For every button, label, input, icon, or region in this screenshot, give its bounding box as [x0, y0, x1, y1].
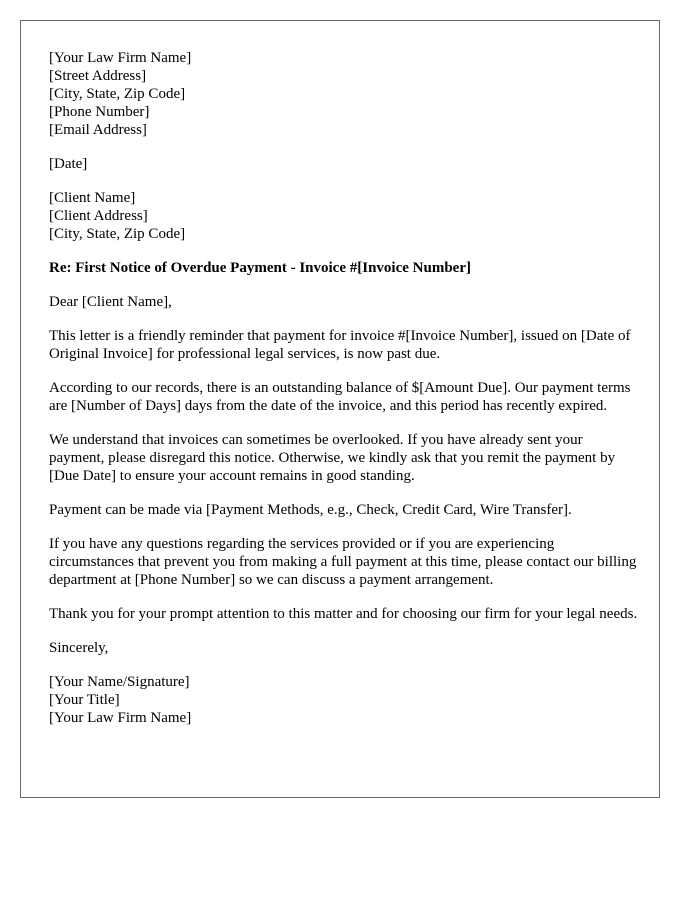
- paragraph-payment-methods: Payment can be made via [Payment Methods, e.g., Check, Credit Card, Wire Transfer].: [49, 502, 572, 518]
- signature-block: [49, 673, 639, 727]
- closing: Sincerely,: [49, 640, 109, 656]
- sender-street-address: [Street Address]: [49, 68, 147, 84]
- signature-title: [Your Title]: [49, 692, 120, 708]
- paragraph-balance: According to our records, there is an outstanding balance of $[Amount Due]. Our payment terms are [Number of Days] days from the date of the invoice, and this period has recently expired.: [49, 380, 631, 414]
- sender-address-block: [49, 49, 639, 139]
- letter-date: [Date]: [49, 156, 88, 172]
- recipient-name: [Client Name]: [49, 190, 136, 206]
- sender-phone: [Phone Number]: [49, 104, 150, 120]
- recipient-address: [Client Address]: [49, 208, 148, 224]
- recipient-address-block: [49, 189, 639, 243]
- letter-body: [49, 49, 639, 727]
- sender-email: [Email Address]: [49, 122, 147, 138]
- recipient-city-state-zip: [City, State, Zip Code]: [49, 226, 186, 242]
- letter-frame: [20, 20, 660, 798]
- paragraph-reminder: This letter is a friendly reminder that payment for invoice #[Invoice Number], issued on [Date of Original Invoice] for professional legal services, is now past due.: [49, 328, 631, 362]
- signature-name: [Your Name/Signature]: [49, 674, 190, 690]
- sender-city-state-zip: [City, State, Zip Code]: [49, 86, 186, 102]
- subject-line: Re: First Notice of Overdue Payment - Invoice #[Invoice Number]: [49, 260, 471, 276]
- paragraph-questions: If you have any questions regarding the services provided or if you are experiencing circumstances that prevent you from making a full payment at this time, please contact our billing department at [Phone Number] so we can discuss a payment arrangement.: [49, 536, 637, 588]
- paragraph-thanks: Thank you for your prompt attention to this matter and for choosing our firm for your legal needs.: [49, 606, 638, 622]
- sender-firm-name: [Your Law Firm Name]: [49, 50, 192, 66]
- paragraph-request: We understand that invoices can sometimes be overlooked. If you have already sent your payment, please disregard this notice. Otherwise, we kindly ask that you remit the payment by [Due Date] to ensure your account remains in good standing.: [49, 432, 616, 484]
- date-block: [49, 155, 639, 173]
- signature-firm-name: [Your Law Firm Name]: [49, 710, 192, 726]
- salutation: Dear [Client Name],: [49, 294, 172, 310]
